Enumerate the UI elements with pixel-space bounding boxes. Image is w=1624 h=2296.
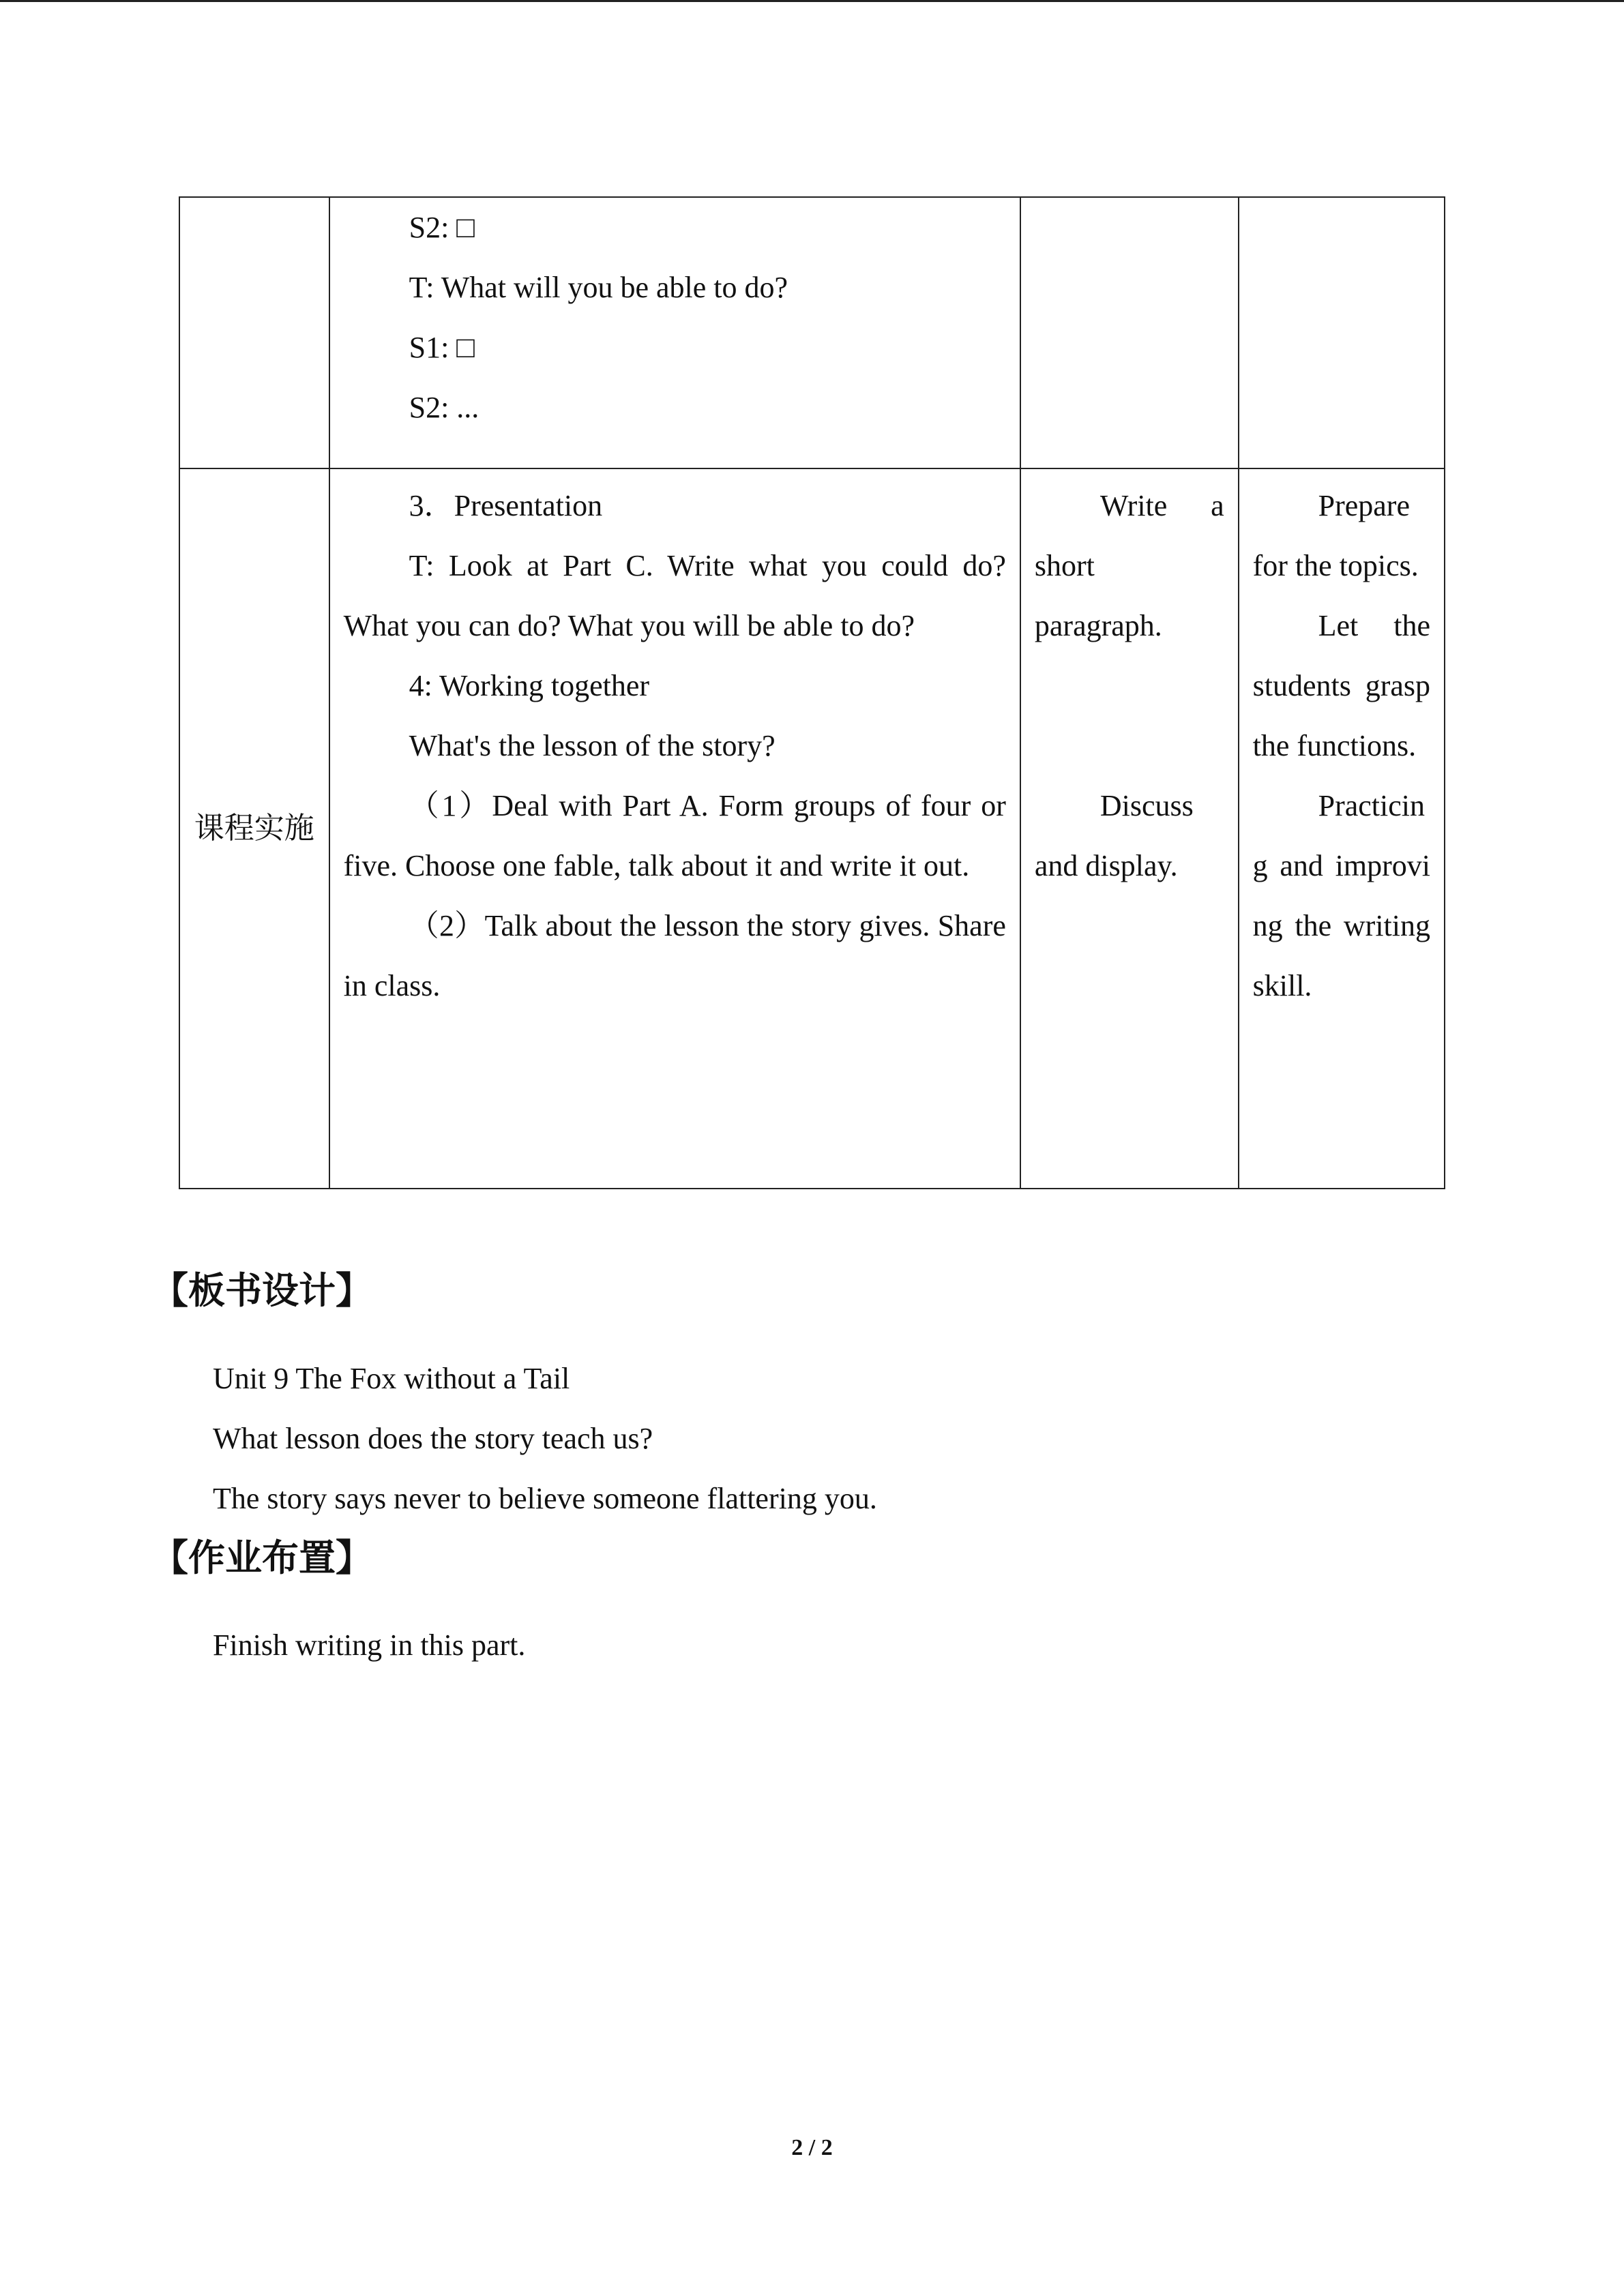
purpose-cell <box>1239 197 1445 468</box>
table-row <box>179 197 1445 468</box>
activity-text: Write a short paragraph. <box>1034 489 1224 642</box>
page-top-rule <box>0 0 1624 2</box>
paragraph: What's the lesson of the story? <box>409 729 776 762</box>
dialogue-line: T: What will you be able to do? <box>409 271 788 304</box>
lesson-plan-table <box>179 196 1445 1189</box>
page-number: 2 / 2 <box>791 2135 833 2160</box>
board-line: Unit 9 The Fox without a Tail <box>213 1362 570 1395</box>
paragraph: T: Look at Part C. Write what you could do? What you can do? What you will be able to do? <box>343 549 1006 642</box>
homework-heading: 【作业布置】 <box>151 1536 372 1579</box>
content-cell <box>329 468 1020 1189</box>
dialogue-line: S1: □ <box>409 331 475 364</box>
paragraph: （2）Talk about the lesson the story gives. Share in class. <box>343 909 1006 1002</box>
row-label-cell <box>179 197 329 468</box>
table-row <box>179 468 1445 1189</box>
purpose-cell <box>1239 468 1445 1189</box>
paragraph: （1）Deal with Part A. Form groups of four or five. Choose one fable, talk about it and write it out. <box>343 789 1006 882</box>
row-label-cell: 课程实施 <box>179 468 329 1189</box>
paragraph: 3．Presentation <box>409 489 603 522</box>
dialogue-line: S2: ... <box>409 391 479 424</box>
purpose-text: Practicing and improving the writing skill. <box>1252 789 1430 1002</box>
purpose-text: Prepare for the topics. <box>1252 489 1419 582</box>
activity-text: Discuss and display. <box>1034 789 1194 882</box>
board-line: What lesson does the story teach us? <box>213 1422 653 1455</box>
student-activity-cell <box>1020 197 1239 468</box>
dialogue-line: S2: □ <box>409 211 475 244</box>
paragraph: 4: Working together <box>409 669 650 702</box>
board-line: The story says never to believe someone flattering you. <box>213 1482 877 1515</box>
content-cell <box>329 197 1020 468</box>
purpose-text: Let the students grasp the functions. <box>1252 609 1430 762</box>
student-activity-cell <box>1020 468 1239 1189</box>
homework-line: Finish writing in this part. <box>213 1628 526 1662</box>
board-design-heading: 【板书设计】 <box>151 1269 372 1312</box>
